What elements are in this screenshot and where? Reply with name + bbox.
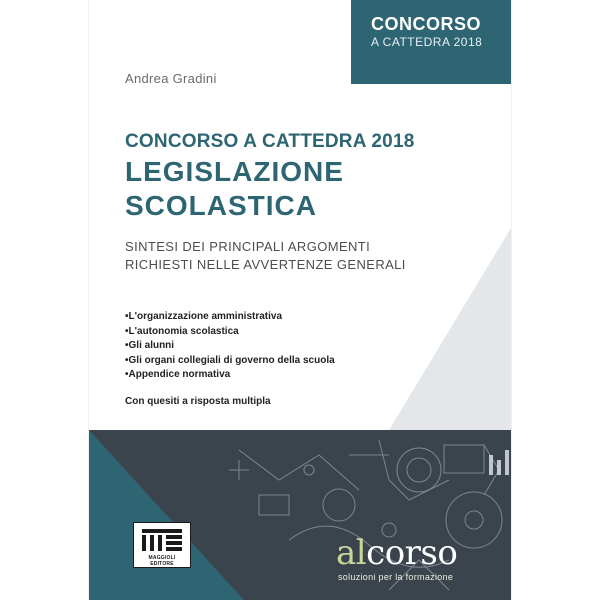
quiz-note: Con quesiti a risposta multipla	[125, 396, 271, 407]
topic-item: • L'autonomia scolastica	[125, 325, 335, 340]
book-title-line-1: LEGISLAZIONE	[125, 156, 344, 187]
series-tab	[351, 0, 511, 84]
topic-item: • Appendice normativa	[125, 368, 335, 383]
topic-item: • L'organizzazione amministrativa	[125, 310, 335, 325]
author-name: Andrea Gradini	[125, 71, 217, 86]
book-title	[125, 155, 344, 223]
series-year: A CATTEDRA 2018	[371, 35, 483, 49]
topic-item: • Gli organi collegiali di governo della scuola	[125, 354, 335, 369]
topics-list	[125, 310, 335, 383]
light-grey-triangle	[389, 228, 511, 430]
title-kicker: CONCORSO A CATTEDRA 2018	[125, 131, 415, 152]
subtitle-line-2: RICHIESTI NELLE AVVERTENZE GENERALI	[125, 257, 406, 272]
brand-part-2: corso	[366, 533, 458, 573]
subtitle-line-1: SINTESI DEI PRINCIPALI ARGOMENTI	[125, 239, 371, 254]
cover-artwork	[89, 0, 511, 600]
publisher-logo	[133, 522, 191, 568]
brand-tagline: soluzioni per la formazione	[338, 572, 454, 582]
topic-item: • Gli alunni	[125, 339, 335, 354]
brand-part-1: al	[336, 533, 367, 573]
publisher-mark-icon	[140, 527, 184, 553]
book-subtitle	[125, 238, 406, 274]
publisher-subname: EDITORE	[150, 561, 174, 567]
book-cover	[89, 0, 511, 600]
alcorso-logo	[336, 533, 458, 573]
book-title-line-2: SCOLASTICA	[125, 190, 317, 221]
publisher-name: MAGGIOLI	[148, 555, 176, 561]
series-name: CONCORSO	[371, 14, 482, 34]
